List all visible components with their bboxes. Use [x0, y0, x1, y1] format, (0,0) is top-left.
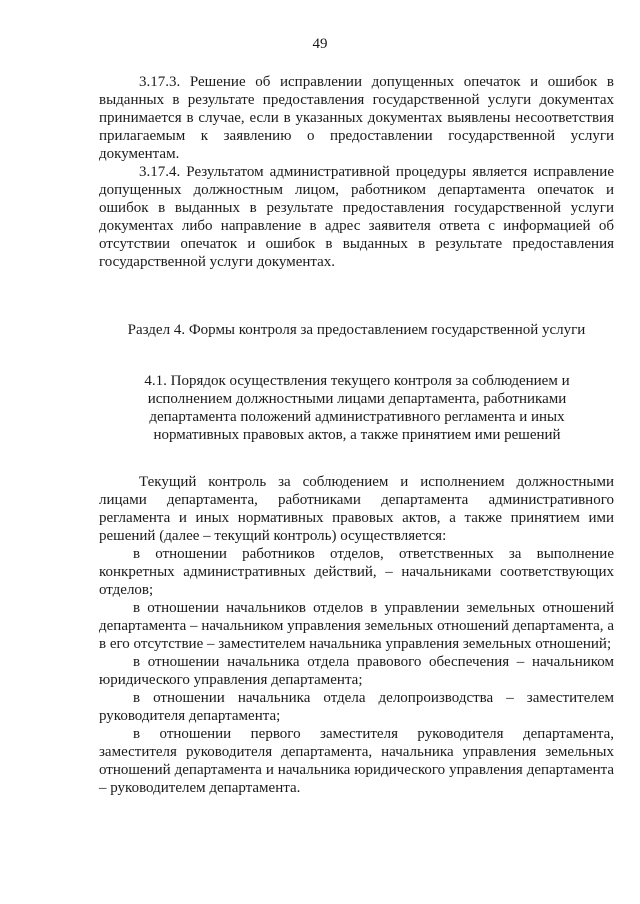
paragraph-block-4-1	[99, 473, 614, 797]
paragraph-current-control-intro: Текущий контроль за соблюдением и исполнением должностными лицами департамента, работниками департамента административного регламента и иных нормативных правовых актов, а также принятием ими решений (далее – текущий контроль) осуществляется:	[99, 474, 614, 544]
list-item: в отношении первого заместителя руководителя департамента, заместителя руководителя департамента, начальника управления земельных отношений департамента и начальника юридического управления департамента – руководителем департамента.	[99, 726, 614, 796]
paragraph-block-3-17	[99, 73, 614, 271]
paragraph-3-17-3: 3.17.3. Решение об исправлении допущенных опечаток и ошибок в выданных в результате предоставления государственной услуги документах принимается в случае, если в указанных документах выявлены несоответствия прилагаемым к заявлению о предоставлении государственной услуги документам.	[99, 74, 614, 162]
page-number: 49	[312, 36, 328, 52]
list-item: в отношении начальника отдела делопроизводства – заместителем руководителя департамента;	[99, 690, 614, 724]
subsection-4-1-heading: 4.1. Порядок осуществления текущего контроля за соблюдением и исполнением должностными лицами департамента, работниками департамента положений административного регламента и иных нормативных правовых актов, а также принятием ими решений	[144, 373, 570, 443]
list-item: в отношении начальника отдела правового обеспечения – начальником юридического управления департамента;	[99, 654, 614, 688]
paragraph-3-17-4: 3.17.4. Результатом административной процедуры является исправление допущенных должностным лицом, работником департамента опечаток и ошибок в выданных в результате предоставления государственной услуги документах либо направление в адрес заявителя ответа с информацией об отсутствии опечаток и ошибок в выданных в результате предоставления государственной услуги документах.	[99, 164, 614, 270]
list-item: в отношении начальников отделов в управлении земельных отношений департамента – начальником управления земельных отношений департамента, а в его отсутствие – заместителем начальника управления земельных отношений;	[99, 600, 614, 652]
list-item: в отношении работников отделов, ответственных за выполнение конкретных административных действий, – начальниками соответствующих отделов;	[99, 546, 614, 598]
section-4-heading: Раздел 4. Формы контроля за предоставлением государственной услуги	[127, 322, 586, 338]
